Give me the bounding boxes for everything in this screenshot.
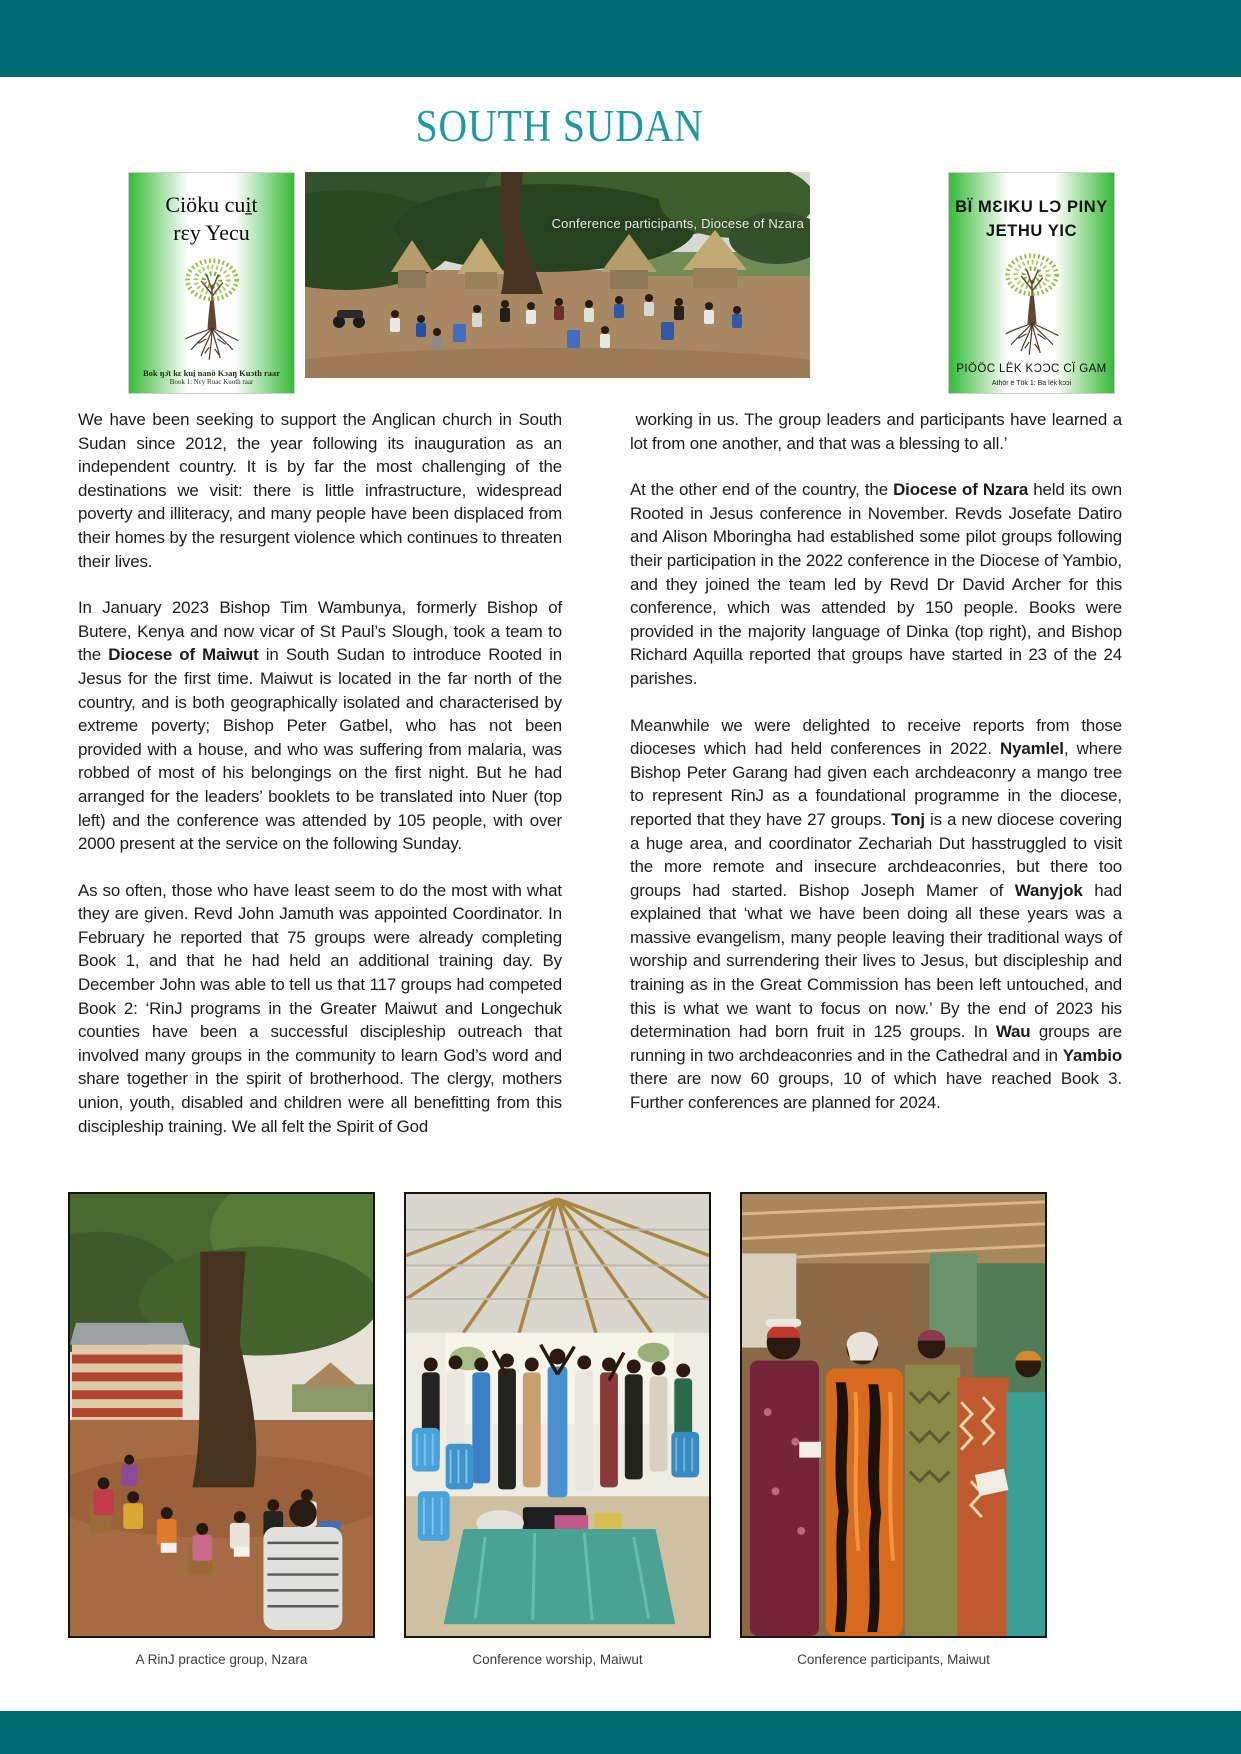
- bottom-photo-row: [68, 1192, 1047, 1667]
- striped-building: [70, 1323, 190, 1424]
- paper: [234, 1547, 250, 1557]
- book-cover-dinka-title: BÏ MƐIKU LƆ PINY JETHU YIC: [955, 198, 1108, 240]
- paragraph: As so often, those who have least seem to do the most with what they are given. Revd John Jamuth was appointed Coordinator. In February he reported that 75 groups were already completing Book 1, and that he had held an additional training day. By December John was able to tell us that 117 groups had competed Book 2: ‘RinJ programs in the Greater Maiwut and Longechuk counties have been a successful discipleship outreach that involved many groups in the community to learn God’s word and share together in the spirit of brotherhood. The clergy, mothers union, youth, disabled and children were all benefitting from this discipleship training. We all felt the Spirit of God: [78, 880, 562, 1136]
- photo-rinj-practice-group: [68, 1192, 375, 1667]
- book-cover-nuer-subtitle: Bok ŋɔ̈t kɛ kui̱ nanö Kɔaŋ Kuɔth raar: [142, 368, 281, 378]
- hero-photo: [305, 172, 810, 378]
- tree-roots-logo-icon: [160, 249, 264, 367]
- paragraph: At the other end of the country, the Diocese of Nzara held its own Rooted in Jesus conference in November. Revds Josefate Datiro and Alison Mboringha had established some pilot groups following their participation in the 2022 conference in the Diocese of Yambio, and they joined the team led by Revd Dr David Archer for this conference, which was attended by 150 people. Books were provided in the majority language of Dinka (top right), and Bishop Richard Aquilla reported that groups have started in 23 of the 24 parishes.: [630, 480, 1122, 688]
- photo-conference-worship-illustration: [406, 1194, 709, 1636]
- tree-trunk: [1027, 296, 1036, 324]
- paper: [161, 1543, 177, 1553]
- book-cover-nuer: [128, 172, 295, 394]
- woman-orange-flame-dress: [826, 1332, 903, 1636]
- photo-rinj-practice-group-illustration: [70, 1194, 373, 1636]
- woman-teal-dress: [1007, 1351, 1045, 1636]
- woman-orange-pattern-dress: [957, 1377, 1008, 1636]
- paragraph: In January 2023 Bishop Tim Wambunya, formerly Bishop of Butere, Kenya and now vicar of St Paul’s Slough, took a team to the Diocese of Maiwut in South Sudan to introduce Rooted in Jesus for the first time. Maiwut is located in the far north of the country, and is both geographically isolated and characterised by extreme poverty; Bishop Peter Gatbel, who has not been provided with a house, and who was suffering from malaria, was robbed of most of his belongings on the first night. But he had arranged for the leaders’ booklets to be translated into Nuer (top left) and the conference was attended by 105 people, with over 2000 present at the service on the following Sunday.: [78, 598, 562, 854]
- hero-photo-caption: Conference participants, Diocese of Nzara: [551, 216, 804, 231]
- article-column-right: [630, 408, 1122, 1161]
- photo-conference-worship: [404, 1192, 711, 1667]
- book-cover-dinka: [948, 172, 1115, 394]
- photo-caption: A RinJ practice group, Nzara: [135, 1652, 308, 1667]
- white-booklet: [799, 1442, 821, 1458]
- photo-conference-participants-illustration: [742, 1194, 1045, 1636]
- photo-conference-participants: [740, 1192, 1047, 1667]
- paragraph: Meanwhile we were delighted to receive reports from those dioceses which had held conferences in 2022. Nyamlel, where Bishop Peter Garang had given each archdeaconry a mango tree to represent RinJ as a foundational programme in the diocese, reported that they have 27 groups. Tonj is a new diocese covering a huge area, and coordinator Zechariah Dut hasstruggled to visit the more remote and insecure archdeaconries, but there too groups had started. Bishop Joseph Mamer of Wanyjok had explained that ‘what we have been doing all these years was a massive evangelism, many people leaving their traditional ways of worship and surrendering their lives to Jesus, but discipleship and training as in the Great Commission has been left untouched, and this is what we want to focus on now.’ By the end of 2023 his determination had born fruit in 125 groups. In Wau groups are running in two archdeaconries and in the Cathedral and in Yambio there are now 60 groups, 10 of which have reached Book 3. Further conferences are planned for 2024.: [630, 715, 1122, 1113]
- book-cover-nuer-title: Ciöku cui̱t rɛy Yecu: [165, 192, 258, 245]
- footer-bar: [0, 1711, 1241, 1754]
- tree-roots: [1005, 323, 1058, 355]
- tree-trunk: [207, 300, 216, 328]
- book-cover-dinka-subtitle: PIÖÖC LËK KƆƆC CÏ GAM: [956, 363, 1107, 375]
- photo-caption: Conference worship, Maiwut: [472, 1652, 643, 1667]
- distant-bushes: [292, 1384, 373, 1412]
- tree-logo: [129, 247, 294, 368]
- tree-roots: [185, 327, 238, 359]
- article-body: [78, 408, 1122, 1161]
- page-title: SOUTH SUDAN: [415, 101, 705, 151]
- paragraph: We have been seeking to support the Anglican church in South Sudan since 2012, the year following its inauguration as an independent country. It is by far the most challenging of the destinations we visit: there is little infrastructure, widespread poverty and illiteracy, and many people have been displaced from their homes by the resurgent violence which continues to threaten their lives.: [78, 410, 562, 571]
- tree-roots-logo-icon: [980, 244, 1084, 362]
- photo-caption: Conference participants, Maiwut: [797, 1652, 990, 1667]
- woman-red-white-headwrap: [750, 1319, 819, 1636]
- tree-crown: [187, 260, 236, 303]
- tree-logo: [949, 243, 1114, 363]
- hero-photo-illustration: [305, 172, 810, 378]
- tree-crown: [1007, 256, 1056, 299]
- woman-olive-dress: [905, 1330, 960, 1636]
- metal-roof: [406, 1194, 709, 1341]
- book-cover-dinka-booknumber: Athör ë Tök 1: Ba lëk kɔɔi: [991, 380, 1072, 387]
- book-cover-nuer-booknumber: Book 1: Nɛy Ruac Kuoth raar: [169, 378, 254, 386]
- header-bar: [0, 0, 1241, 77]
- paragraph: working in us. The group leaders and participants have learned a lot from one another, and that was a blessing to all.’: [630, 410, 1122, 453]
- article-column-left: [78, 408, 562, 1161]
